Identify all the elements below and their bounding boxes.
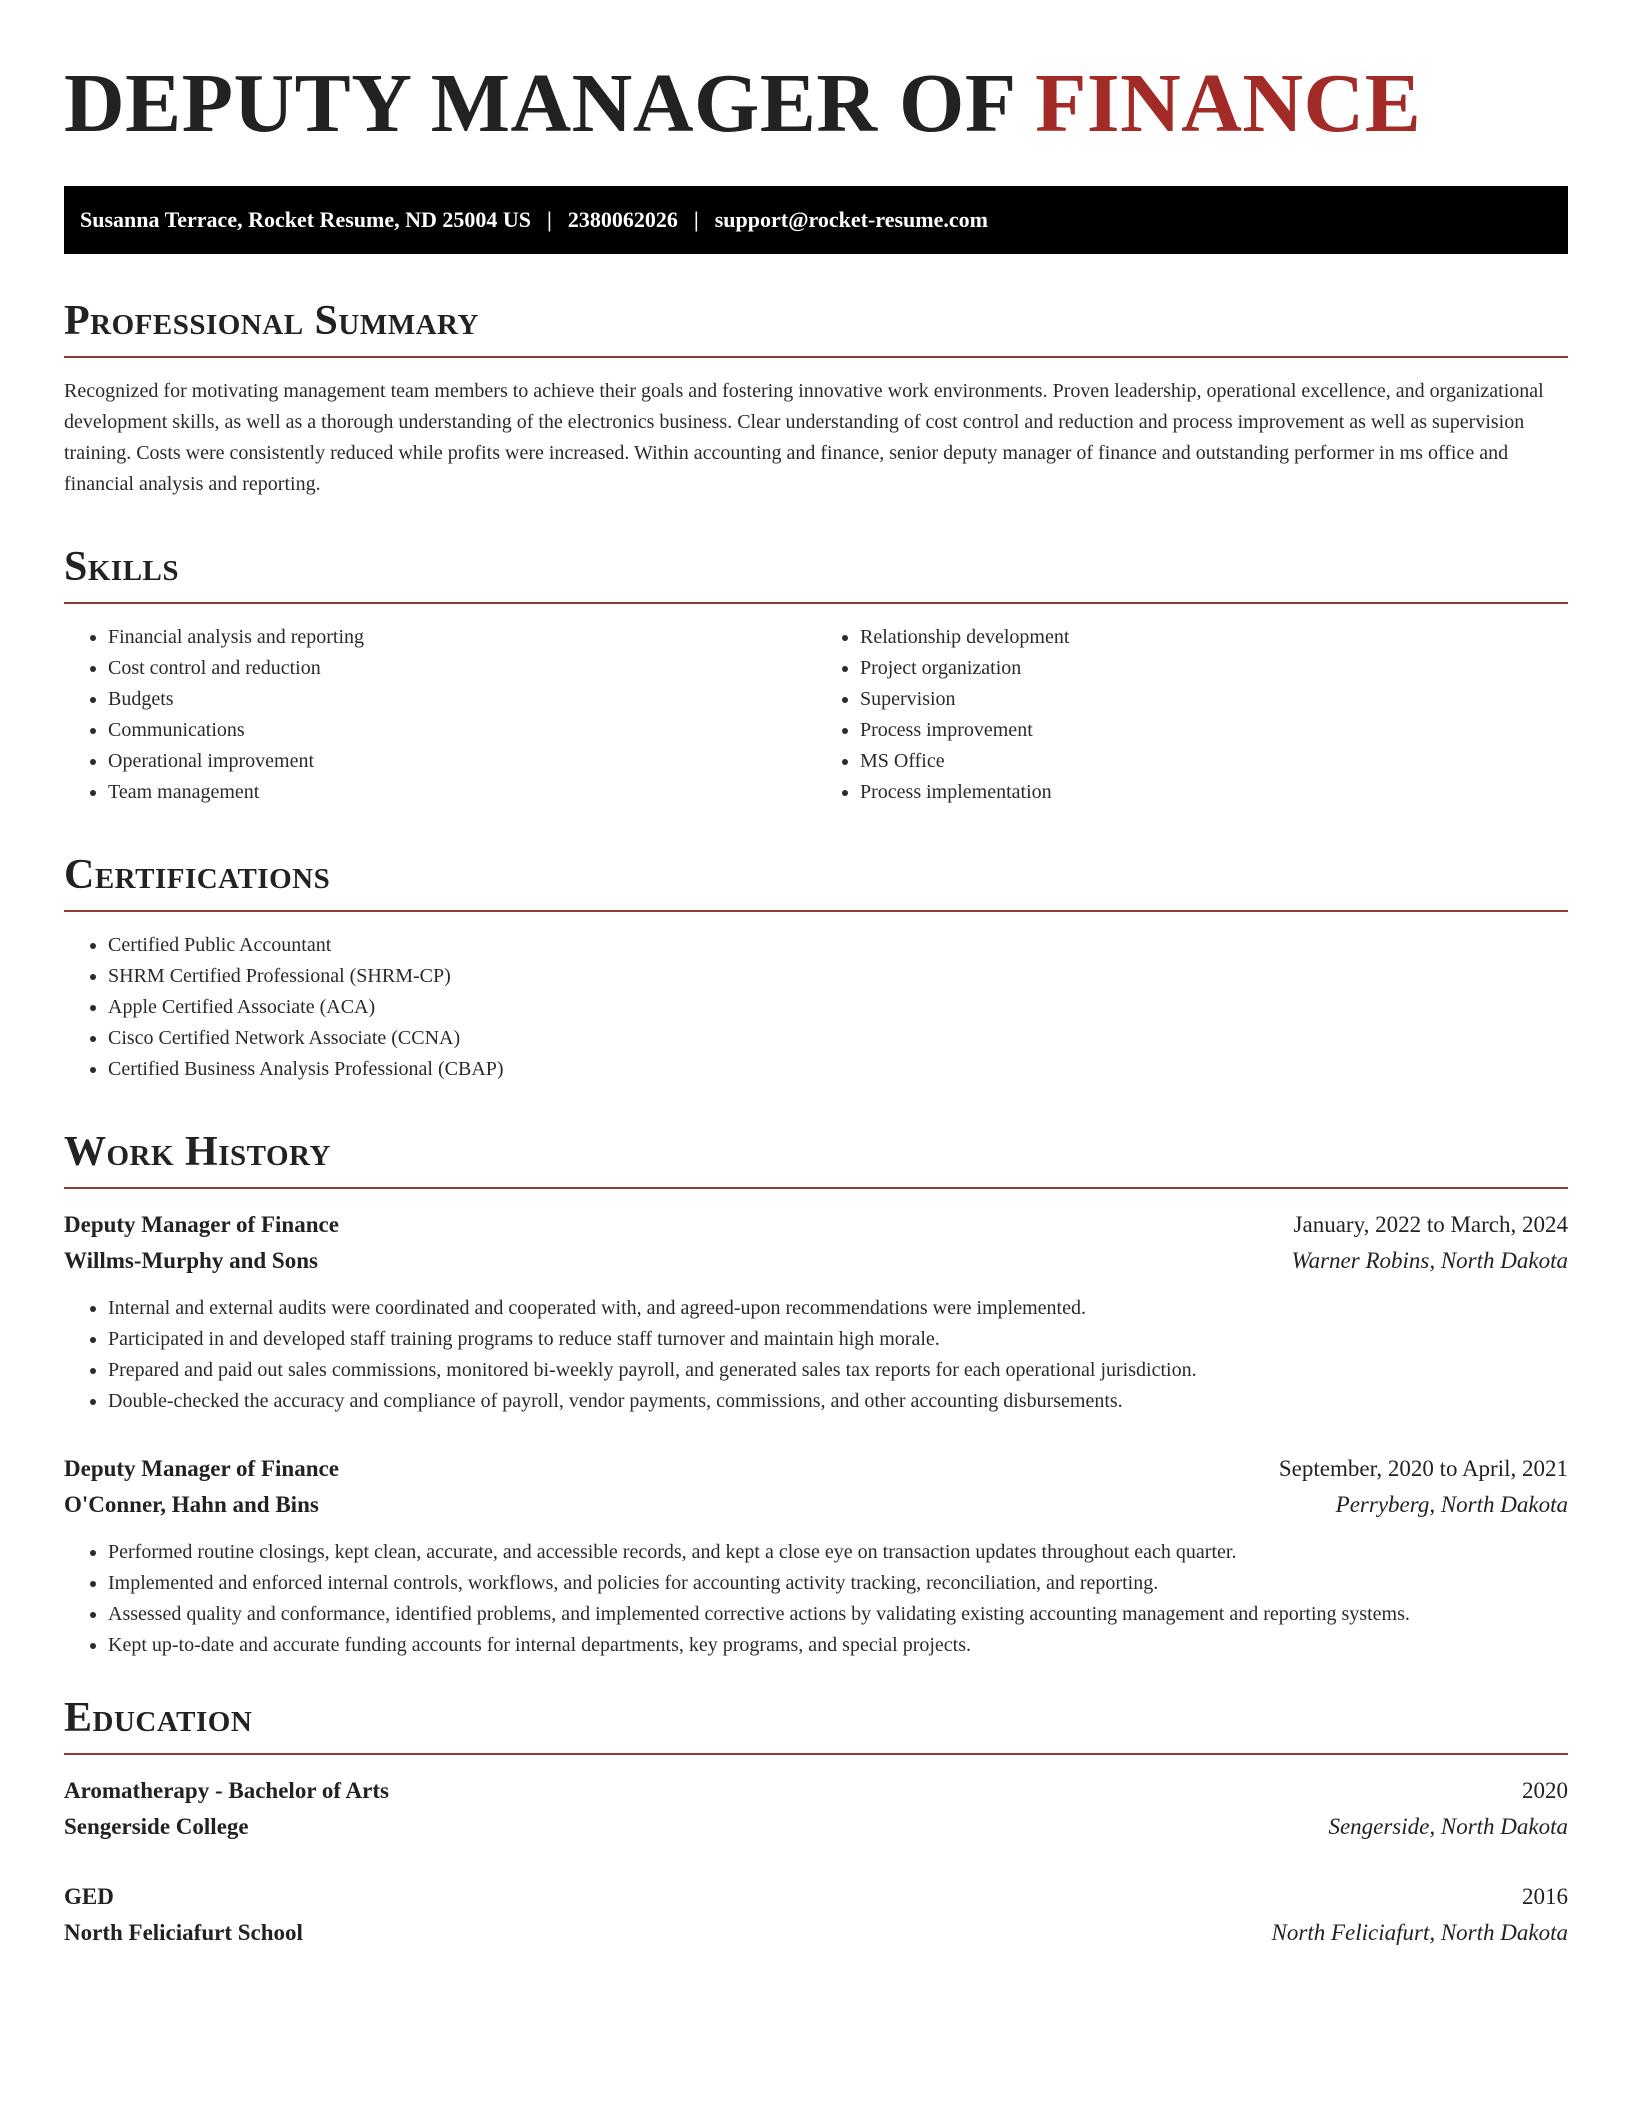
job-bullets [64,1293,1568,1417]
contact-separator: | [547,207,552,232]
certification-item: • Apple Certified Associate (ACA) [108,992,1568,1023]
skill-item: • Relationship development [860,622,1568,653]
job-bullet: • Participated in and developed staff training programs to reduce staff turnover and maintain high morale. [108,1324,1568,1355]
skill-item: • Team management [108,777,816,808]
skills-columns [64,622,1568,808]
education-entry [64,1773,1568,1845]
job-company: Willms-Murphy and Sons [64,1248,318,1273]
education-location: North Feliciafurt, North Dakota [1271,1920,1568,1945]
certifications-list [64,930,1568,1085]
job-entry [64,1207,1568,1417]
resume-title [64,56,1568,152]
skill-item: • Financial analysis and reporting [108,622,816,653]
job-company-row [64,1243,1568,1279]
job-bullet: • Assessed quality and conformance, identified problems, and implemented corrective actions by validating existing accounting management and reporting systems. [108,1599,1568,1630]
section-divider [64,356,1568,358]
job-location: Perryberg, North Dakota [1335,1492,1568,1517]
job-bullets [64,1537,1568,1661]
job-bullet: • Prepared and paid out sales commissions, monitored bi-weekly payroll, and generated sales tax reports for each operational jurisdiction. [108,1355,1568,1386]
skills-list-right [816,622,1568,808]
skill-item: • Project organization [860,653,1568,684]
certification-item: • Certified Public Accountant [108,930,1568,961]
education-degree-row [64,1773,1568,1809]
section-education [64,1695,1568,1951]
certification-item: • Certified Business Analysis Professional (CBAP) [108,1054,1568,1085]
certification-item: • SHRM Certified Professional (SHRM-CP) [108,961,1568,992]
job-dates: January, 2022 to March, 2024 [1293,1212,1568,1237]
skill-item: • Process improvement [860,715,1568,746]
education-location: Sengerside, North Dakota [1328,1814,1568,1839]
job-title: Deputy Manager of Finance [64,1212,339,1237]
section-certifications [64,852,1568,1085]
skill-item: • Supervision [860,684,1568,715]
job-company-row [64,1487,1568,1523]
education-school: Sengerside College [64,1814,249,1839]
contact-separator: | [693,207,699,232]
contact-address: Susanna Terrace, Rocket Resume, ND 25004 US [80,207,531,232]
skill-item: • MS Office [860,746,1568,777]
section-divider [64,1753,1568,1755]
section-heading: Skills [64,544,180,590]
skill-item: • Process implementation [860,777,1568,808]
section-heading: Education [64,1695,253,1741]
education-degree: GED [64,1884,114,1909]
job-company: O'Conner, Hahn and Bins [64,1492,319,1517]
skill-item: • Communications [108,715,816,746]
job-dates: September, 2020 to April, 2021 [1278,1456,1568,1481]
job-header-row [64,1451,1568,1487]
job-bullet: • Performed routine closings, kept clean, accurate, and accessible records, and kept a close eye on transaction updates throughout each quarter. [108,1537,1568,1568]
job-entry [64,1451,1568,1661]
job-title: Deputy Manager of Finance [64,1456,339,1481]
education-entry [64,1879,1568,1951]
skills-list-left [64,622,816,808]
section-heading: Professional Summary [64,298,479,344]
contact-bar [64,186,1568,254]
skill-item: • Budgets [108,684,816,715]
title-main: DEPUTY MANAGER OF [64,57,1014,150]
section-heading: Work History [64,1129,331,1175]
contact-phone[interactable]: 2380062026 [567,207,678,232]
education-year: 2020 [1522,1778,1568,1803]
skill-item: • Operational improvement [108,746,816,777]
education-year: 2016 [1522,1884,1568,1909]
section-divider [64,602,1568,604]
section-divider [64,910,1568,912]
job-bullet: • Internal and external audits were coordinated and cooperated with, and agreed-upon recommendations were implemented. [108,1293,1568,1324]
section-work-history [64,1129,1568,1661]
education-degree-row [64,1879,1568,1915]
certification-item: • Cisco Certified Network Associate (CCNA) [108,1023,1568,1054]
education-school-row [64,1915,1568,1951]
job-bullet: • Double-checked the accuracy and compliance of payroll, vendor payments, commissions, and other accounting disbursements. [108,1386,1568,1417]
summary-text: Recognized for motivating management team members to achieve their goals and fostering innovative work environments. Proven leadership, operational excellence, and organizational development skills, as well as a thorough understanding of the electronics business. Clear understanding of cost control and reduction and process improvement as well as supervision training. Costs were consistently reduced while profits were increased. Within accounting and finance, senior deputy manager of finance and outstanding performer in ms office and financial analysis and reporting. [64,380,1544,495]
contact-email[interactable]: support@rocket-resume.com [714,207,988,232]
section-skills [64,544,1568,808]
education-degree: Aromatherapy - Bachelor of Arts [64,1778,389,1803]
education-school: North Feliciafurt School [64,1920,303,1945]
education-school-row [64,1809,1568,1845]
job-bullet: • Kept up-to-date and accurate funding accounts for internal departments, key programs, and special projects. [108,1630,1568,1661]
job-header-row [64,1207,1568,1243]
section-divider [64,1187,1568,1189]
job-bullet: • Implemented and enforced internal controls, workflows, and policies for accounting activity tracking, reconciliation, and reporting. [108,1568,1568,1599]
job-location: Warner Robins, North Dakota [1291,1248,1568,1273]
section-heading: Certifications [64,852,331,898]
section-summary [64,298,1568,500]
skill-item: • Cost control and reduction [108,653,816,684]
title-accent: FINANCE [1035,57,1422,150]
